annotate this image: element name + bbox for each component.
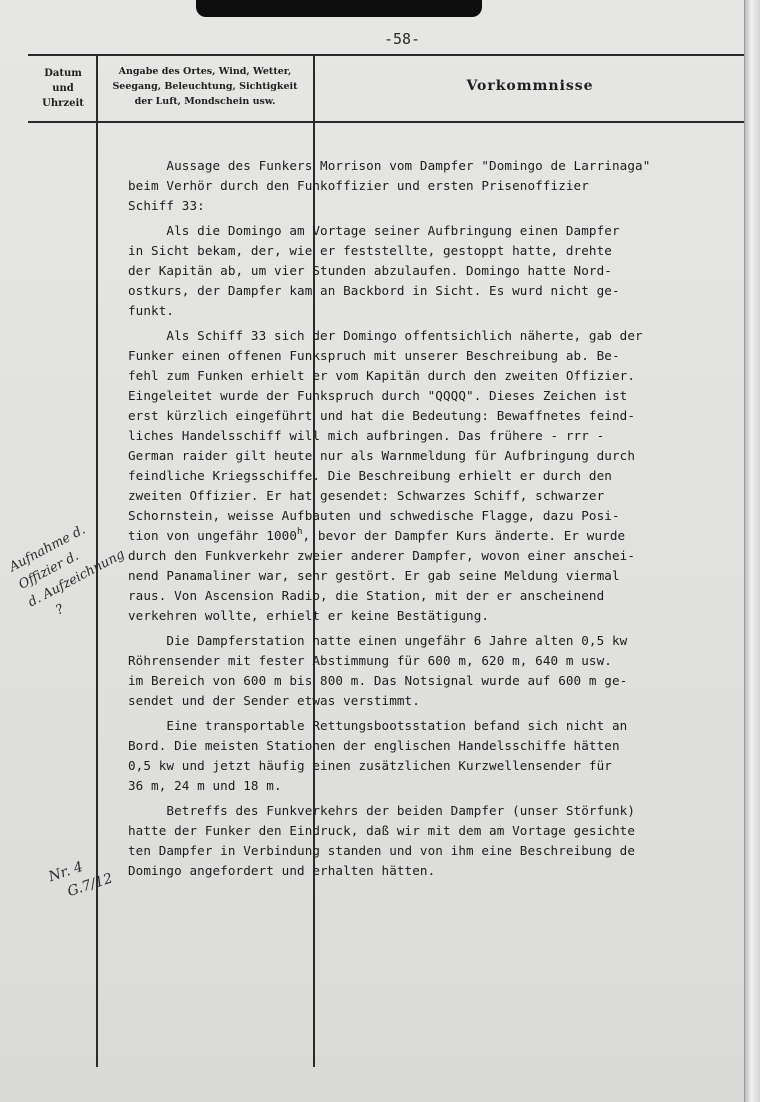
header-datum-line: und: [52, 83, 74, 94]
text-line: Eine transportable Rettungsbootsstation befand sich nicht an: [128, 718, 628, 733]
text-line: Als Schiff 33 sich der Domingo offentsichlich näherte, gab der: [128, 328, 643, 343]
page-number: -58-: [383, 30, 421, 48]
text-line: Eingeleitet wurde der Funkspruch durch "QQQQ". Dieses Zeichen ist: [128, 388, 628, 403]
text-line: im Bereich von 600 m bis 800 m. Das Notsignal wurde auf 600 m ge-: [128, 673, 628, 688]
text-line: Aussage des Funkers Morrison vom Dampfer "Domingo de Larrinaga": [128, 158, 651, 173]
text-segment: tion von ungefähr 1000: [128, 528, 298, 543]
text-line: fehl zum Funken erhielt er vom Kapitän durch den zweiten Offizier.: [128, 368, 636, 383]
text-line: hatte der Funker den Eindruck, daß wir mit dem am Vortage gesichte: [128, 823, 636, 838]
header-angabe: [98, 64, 312, 109]
text-line: sendet und der Sender etwas verstimmt.: [128, 693, 420, 708]
text-line: raus. Von Ascension Radio, die Station, mit der er anscheinend: [128, 588, 605, 603]
text-line: Als die Domingo am Vortage seiner Aufbringung einen Dampfer: [128, 223, 620, 238]
header-angabe-line: der Luft, Mondschein usw.: [134, 96, 276, 107]
report-body: [128, 156, 754, 881]
header-datum: [30, 66, 96, 111]
header-angabe-line: Angabe des Ortes, Wind, Wetter,: [118, 66, 292, 77]
text-line: Röhrensender mit fester Abstimmung für 600 m, 620 m, 640 m usw.: [128, 653, 612, 668]
text-line: Schiff 33:: [128, 198, 205, 213]
text-line: Bord. Die meisten Stationen der englischen Handelsschiffe hätten: [128, 738, 620, 753]
scan-clip-shadow: [196, 0, 482, 17]
superscript-h: h: [297, 527, 303, 537]
text-line: in Sicht bekam, der, wie er feststellte, gestoppt hatte, drehte: [128, 243, 612, 258]
text-line: ostkurs, der Dampfer kam an Backbord in Sicht. Es wurd nicht ge-: [128, 283, 620, 298]
handwritten-margin-note: Nr. 4 G.7/12: [46, 859, 115, 905]
header-vorkommnisse: Vorkommnisse: [466, 78, 594, 94]
header-datum-line: Datum: [44, 68, 82, 79]
header-datum-line: Uhrzeit: [42, 98, 84, 109]
text-line: Funker einen offenen Funkspruch mit unserer Beschreibung ab. Be-: [128, 348, 620, 363]
text-segment: , bevor der Dampfer Kurs änderte. Er wurde: [302, 528, 626, 543]
text-line: zweiten Offizier. Er hat gesendet: Schwarzes Schiff, schwarzer: [128, 488, 605, 503]
text-line: Domingo angefordert und erhalten hätten.: [128, 863, 436, 878]
header-angabe-line: Seegang, Beleuchtung, Sichtigkeit: [112, 81, 298, 92]
text-line: der Kapitän ab, um vier Stunden abzulaufen. Domingo hatte Nord-: [128, 263, 612, 278]
text-line: 36 m, 24 m und 18 m.: [128, 778, 282, 793]
header-top-rule: [28, 54, 744, 56]
text-line: liches Handelsschiff will mich aufbringen. Das frühere - rrr -: [128, 428, 605, 443]
text-line: Betreffs des Funkverkehrs der beiden Dampfer (unser Störfunk): [128, 803, 636, 818]
text-line: Schornstein, weisse Aufbauten und schwedische Flagge, dazu Posi-: [128, 508, 620, 523]
text-line: durch den Funkverkehr zweier anderer Dampfer, wovon einer anschei-: [128, 548, 636, 563]
text-line: feindliche Kriegsschiffe. Die Beschreibung erhielt er durch den: [128, 468, 612, 483]
text-line: funkt.: [128, 303, 175, 318]
text-line: Die Dampferstation hatte einen ungefähr 6 Jahre alten 0,5 kw: [128, 633, 628, 648]
handwritten-margin-note: Aufnahme d. Offizier d. d. Aufzeichnung ?: [6, 522, 128, 628]
text-line: ten Dampfer in Verbindung standen und von ihm eine Beschreibung de: [128, 843, 636, 858]
header-bottom-rule: [28, 121, 744, 123]
text-line-with-superscript: [128, 526, 754, 546]
text-line: erst kürzlich eingeführt und hat die Bedeutung: Bewaffnetes feind-: [128, 408, 636, 423]
text-line: German raider gilt heute nur als Warnmeldung für Aufbringung durch: [128, 448, 636, 463]
text-line: verkehren wollte, erhielt er keine Bestätigung.: [128, 608, 490, 623]
text-line: beim Verhör durch den Funkoffizier und ersten Prisenoffizier: [128, 178, 589, 193]
text-line: 0,5 kw und jetzt häufig einen zusätzlichen Kurzwellensender für: [128, 758, 612, 773]
text-line: nend Panamaliner war, sehr gestört. Er gab seine Meldung viermal: [128, 568, 620, 583]
